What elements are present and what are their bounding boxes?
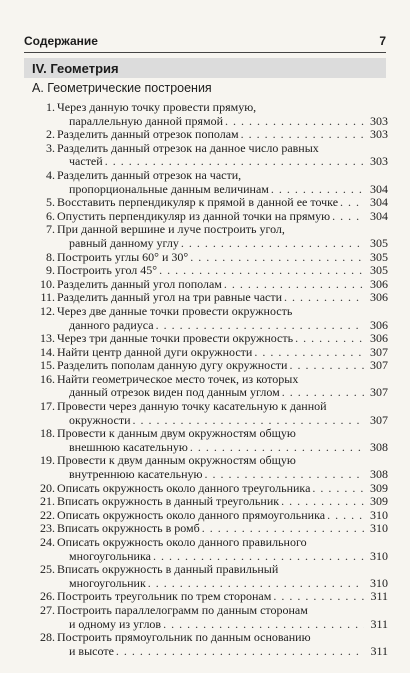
toc-entry	[36, 223, 388, 250]
toc-entry-number: 28.	[40, 630, 55, 645]
toc-entry-page: 306	[370, 276, 388, 291]
toc-entry-page: 311	[370, 643, 388, 658]
toc-entry-number: 25.	[40, 562, 55, 577]
toc-entry-text: Построить треугольник по трем сторонам	[57, 589, 272, 604]
toc-entry-text: и одному из углов	[69, 616, 162, 631]
toc-entry	[36, 169, 388, 196]
toc-entry-text: Построить углы 60° и 30°	[57, 249, 189, 264]
toc-entry-text: Разделить пополам данную дугу окружности	[57, 358, 288, 373]
toc-entry-text: Построить параллелограмм по данным сторонам	[57, 602, 308, 617]
toc-entry	[36, 142, 388, 169]
dot-leader	[282, 386, 364, 400]
toc-entry-text: Найти центр данной дуги окружности	[57, 344, 253, 359]
dot-leader	[153, 550, 364, 564]
toc-entry	[36, 427, 388, 454]
toc-entry-text: Разделить данный угол на три равные части	[57, 290, 283, 305]
toc-entry-number: 22.	[40, 507, 55, 522]
toc-entry	[36, 400, 388, 427]
toc-entry-text: Вписать окружность в данный правильный	[57, 562, 279, 577]
toc-entry	[36, 454, 388, 481]
toc-entry	[36, 563, 388, 590]
toc-entry-page: 309	[370, 494, 388, 509]
toc-entry-text: При данной вершине и луче построить угол,	[57, 222, 285, 237]
toc-entry-number: 13.	[40, 331, 55, 346]
toc-entry-number: 6.	[46, 208, 55, 223]
toc-entry-text: многоугольника	[69, 548, 151, 563]
toc-entry-page: 310	[370, 507, 388, 522]
toc-entry-text: частей	[69, 154, 103, 169]
toc-entry-text: Описать окружность около данного правильного	[57, 535, 307, 549]
toc-entry-text: Через три данные точки провести окружность	[57, 331, 294, 346]
toc-entry	[36, 590, 388, 604]
toc-entry-number: 8.	[46, 249, 55, 264]
toc-entry-text: Опустить перпендикуляр из данной точки на прямую	[57, 208, 331, 223]
toc-entry-number: 7.	[46, 222, 55, 237]
dot-leader	[241, 128, 364, 142]
toc-entry-text: Провести через данную точку касательную к данной	[57, 399, 327, 414]
toc-entry-text: Разделить данный отрезок на данное число равных	[57, 140, 319, 155]
toc-entry-page: 306	[370, 317, 388, 332]
toc-entry-text: Построить угол 45°	[57, 263, 158, 278]
dot-leader	[273, 590, 364, 604]
toc-entry-number: 19.	[40, 453, 55, 468]
dot-leader	[271, 183, 364, 197]
toc-entry-number: 23.	[40, 521, 55, 536]
toc-entry-text: Восставить перпендикуляр к прямой в данной ее точке	[57, 195, 339, 210]
toc-entry-text: Построить прямоугольник по данным основанию	[57, 630, 311, 645]
dot-leader	[254, 346, 364, 360]
dot-leader	[159, 264, 364, 278]
toc-entry	[36, 305, 388, 332]
section-title: IV. Геометрия	[32, 61, 119, 76]
dot-leader	[295, 332, 364, 346]
toc-entry-number: 24.	[40, 535, 55, 549]
toc-entry-text: внутреннюю касательную	[69, 467, 203, 482]
toc-entry-number: 20.	[40, 480, 55, 495]
toc-entry-page: 305	[370, 263, 388, 278]
toc-entry-number: 12.	[40, 303, 55, 318]
dot-leader	[340, 196, 364, 210]
toc-entry-page: 310	[370, 575, 388, 590]
toc-entry-text: Разделить данный угол пополам	[57, 276, 222, 291]
toc-entry-page: 303	[370, 113, 388, 128]
toc-entry-page: 310	[370, 521, 388, 536]
dot-leader	[105, 155, 364, 169]
toc-entry-text: Через две данные точки провести окружность	[57, 303, 293, 318]
toc-entry-number: 15.	[40, 358, 55, 373]
header-rule	[24, 52, 386, 53]
toc-entry-number: 1.	[46, 100, 55, 114]
toc-entry-number: 10.	[40, 276, 55, 291]
dot-leader	[202, 522, 364, 536]
toc-entry	[36, 291, 388, 305]
dot-leader	[281, 495, 364, 509]
toc-entry-number: 17.	[40, 399, 55, 414]
toc-entry-page: 311	[370, 616, 388, 631]
dot-leader	[327, 509, 364, 523]
toc-entry-page: 311	[370, 589, 388, 604]
toc-entry-number: 4.	[46, 167, 55, 182]
toc-entry	[36, 495, 388, 509]
toc-entry-number: 3.	[46, 140, 55, 155]
toc-entry-text: параллельную данной прямой	[69, 113, 223, 128]
dot-leader	[156, 319, 364, 333]
toc-entry-number: 18.	[40, 426, 55, 441]
toc-entry-text: Описать окружность около данного треугольника	[57, 480, 311, 495]
dot-leader	[204, 468, 364, 482]
toc-entry	[36, 346, 388, 360]
toc-entry-text: Найти геометрическое место точек, из которых	[57, 371, 299, 386]
toc-entry-number: 21.	[40, 494, 55, 509]
toc-entry-page: 303	[370, 154, 388, 169]
toc-entry-text: Разделить данный отрезок пополам	[57, 127, 239, 142]
dot-leader	[289, 359, 364, 373]
toc-entry-number: 16.	[40, 371, 55, 386]
toc-entry-text: данного радиуса	[69, 317, 154, 332]
toc-entry-page: 307	[370, 344, 388, 359]
toc-entry-page: 309	[370, 480, 388, 495]
dot-leader	[163, 618, 364, 632]
dot-leader	[284, 291, 364, 305]
toc-entry	[36, 128, 388, 142]
toc-entry-page: 305	[370, 235, 388, 250]
toc-entry-text: внешнюю касательную	[69, 439, 188, 454]
toc-entry	[36, 332, 388, 346]
toc-entry	[36, 101, 388, 128]
toc-entry-text: пропорциональные данным величинам	[69, 181, 269, 196]
subsection-title: А. Геометрические построения	[32, 81, 212, 95]
dot-leader	[224, 278, 364, 292]
toc-entry-page: 307	[370, 358, 388, 373]
toc-entry	[36, 631, 388, 658]
toc-entry-text: Вписать окружность в данный треугольник	[57, 494, 280, 509]
toc-entry	[36, 373, 388, 400]
toc-entry-number: 2.	[46, 127, 55, 142]
toc-entry-text: Описать окружность около данного прямоугольника	[57, 507, 326, 522]
toc-entry-page: 308	[370, 467, 388, 482]
dot-leader	[181, 237, 364, 251]
dot-leader	[312, 482, 364, 496]
toc-entry	[36, 482, 388, 496]
toc-entry-page: 306	[370, 331, 388, 346]
toc-entry-page: 307	[370, 412, 388, 427]
toc-entry-page: 305	[370, 249, 388, 264]
toc-entry-number: 11.	[40, 290, 55, 305]
toc-entry-number: 14.	[40, 344, 55, 359]
toc-entry	[36, 509, 388, 523]
toc-entry-page: 306	[370, 290, 388, 305]
header-title: Содержание	[24, 34, 98, 48]
toc-entry-text: Провести к данным двум окружностям общую	[57, 426, 296, 441]
toc-entry-text: многоугольник	[69, 575, 146, 590]
header-page-number: 7	[379, 34, 386, 48]
toc-entry-number: 9.	[46, 263, 55, 278]
toc-entry	[36, 278, 388, 292]
toc-entry-text: равный данному углу	[69, 235, 179, 250]
toc-entry-page: 304	[370, 181, 388, 196]
toc-entry	[36, 536, 388, 563]
toc-entry	[36, 251, 388, 265]
toc-entry-page: 304	[370, 208, 388, 223]
dot-leader	[133, 414, 364, 428]
toc-entry	[36, 196, 388, 210]
toc-entry-number: 27.	[40, 602, 55, 617]
toc-list	[36, 101, 388, 658]
toc-entry-text: Вписать окружность в ромб	[57, 521, 200, 536]
dot-leader	[116, 645, 364, 659]
toc-entry-text: данный отрезок виден под данным углом	[69, 385, 280, 400]
dot-leader	[332, 210, 364, 224]
toc-entry-text: Провести к двум данным окружностям общую	[57, 453, 296, 468]
dot-leader	[190, 441, 364, 455]
toc-entry-text: окружности	[69, 412, 131, 427]
toc-entry	[36, 522, 388, 536]
dot-leader	[190, 251, 364, 265]
running-header	[24, 34, 386, 48]
toc-entry-text: Разделить данный отрезок на части,	[57, 167, 242, 182]
toc-entry-page: 304	[370, 195, 388, 210]
toc-entry-text: и высоте	[69, 643, 114, 658]
toc-entry	[36, 359, 388, 373]
toc-entry	[36, 210, 388, 224]
toc-entry-page: 308	[370, 439, 388, 454]
toc-entry-text: Через данную точку провести прямую,	[57, 100, 257, 114]
toc-entry-number: 26.	[40, 589, 55, 604]
dot-leader	[148, 577, 364, 591]
dot-leader	[225, 115, 364, 129]
toc-entry-page: 307	[370, 385, 388, 400]
toc-entry	[36, 604, 388, 631]
toc-entry-page: 310	[370, 548, 388, 563]
toc-entry-number: 5.	[46, 195, 55, 210]
toc-entry-page: 303	[370, 127, 388, 142]
toc-entry	[36, 264, 388, 278]
